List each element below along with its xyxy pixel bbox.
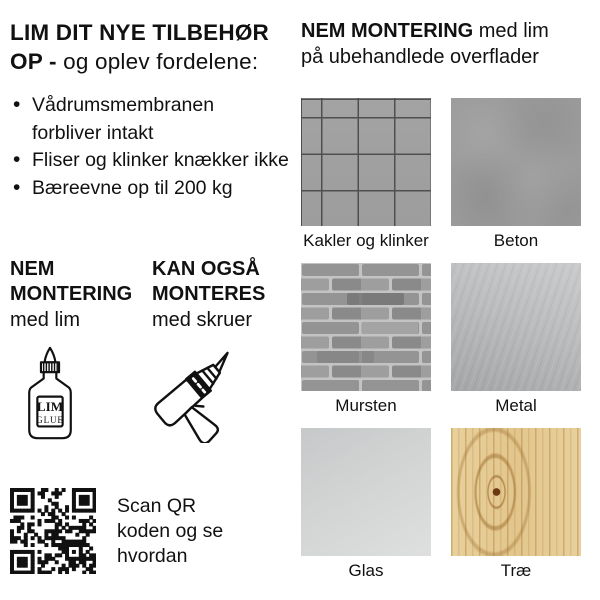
surface-wood bbox=[451, 428, 581, 593]
mount-option-screws bbox=[152, 257, 265, 448]
surface-grid bbox=[301, 98, 581, 593]
surface-label: Kakler og klinker bbox=[303, 231, 429, 250]
surface-metal bbox=[451, 263, 581, 428]
metal-texture-swatch bbox=[451, 263, 581, 391]
intro-heading bbox=[10, 18, 269, 76]
surface-label: Mursten bbox=[335, 396, 397, 415]
drill-icon bbox=[146, 339, 265, 448]
mount-option-glue bbox=[10, 257, 132, 448]
surface-tiles bbox=[301, 98, 431, 263]
benefits-list bbox=[13, 92, 289, 202]
surfaces-heading-line1: NEM MONTERING med lim bbox=[301, 20, 549, 42]
mount-screws-subtitle: med skruer bbox=[152, 309, 253, 331]
intro-heading-line1: LIM DIT NYE TILBEHØR bbox=[10, 20, 269, 45]
surface-glass bbox=[301, 428, 431, 593]
benefit-item: • Bæreevne op til 200 kg bbox=[13, 175, 289, 203]
surface-label: Glas bbox=[348, 561, 384, 580]
mount-glue-subtitle: med lim bbox=[10, 309, 81, 331]
concrete-texture-swatch bbox=[451, 98, 581, 226]
qr-caption: Scan QR koden og se hvordan bbox=[117, 494, 224, 567]
mount-screws-title: KAN OGSÅ MONTERES bbox=[152, 258, 266, 305]
qr-code-icon bbox=[10, 488, 96, 574]
mount-glue-title: NEM MONTERING bbox=[10, 258, 133, 305]
surface-label: Beton bbox=[493, 231, 539, 250]
glue-bottle-icon bbox=[22, 343, 132, 448]
surface-brick bbox=[301, 263, 431, 428]
glass-texture-swatch bbox=[301, 428, 431, 556]
surface-label: Træ bbox=[500, 561, 532, 580]
tiles-texture-swatch bbox=[301, 98, 431, 226]
qr-section bbox=[10, 488, 223, 574]
surface-label: Metal bbox=[495, 396, 537, 415]
wood-texture-swatch bbox=[451, 428, 581, 556]
benefit-item: • Fliser og klinker knækker ikke bbox=[13, 147, 289, 175]
surfaces-heading-line2: på ubehandlede overflader bbox=[301, 46, 539, 68]
surface-concrete bbox=[451, 98, 581, 263]
surfaces-heading bbox=[301, 18, 549, 70]
glue-bottle-label-glue: GLUE bbox=[36, 414, 64, 425]
brick-texture-swatch bbox=[301, 263, 431, 391]
benefit-item: • Vådrumsmembranen forbliver intakt bbox=[13, 92, 289, 147]
glue-bottle-label-lim: LIM bbox=[36, 399, 64, 415]
intro-heading-line2: OP - og oplev fordelene: bbox=[10, 49, 259, 74]
